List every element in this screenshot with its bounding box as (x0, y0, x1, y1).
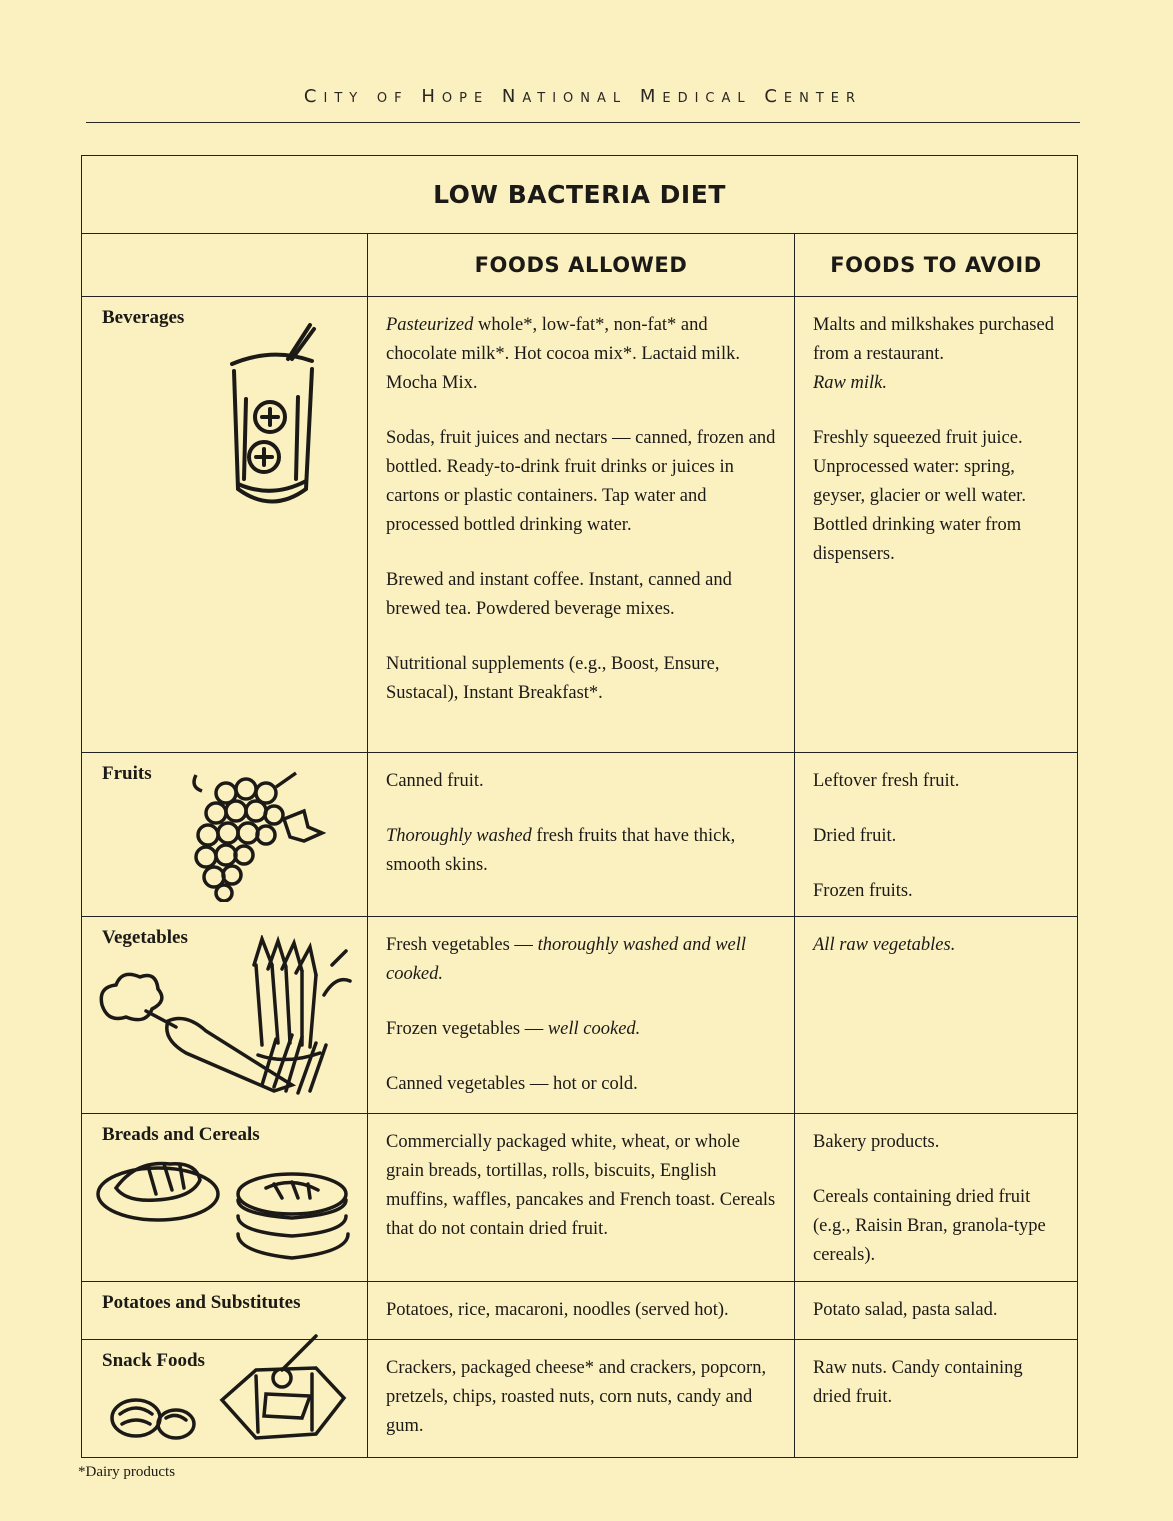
allowed-item: Crackers, packaged cheese* and crackers, popcorn, pretzels, chips, roasted nuts, corn nuts, candy and gum. (386, 1358, 767, 1436)
avoid-cell (795, 1340, 1078, 1458)
diet-table (81, 155, 1078, 1458)
bread-pancakes-icon (96, 1154, 356, 1272)
allowed-cell (368, 753, 795, 917)
allowed-item: Canned fruit. (386, 771, 484, 791)
table-row (82, 1114, 1078, 1282)
allowed-text: Frozen vegetables — (386, 1019, 548, 1039)
avoid-text: Malts and milkshakes purchased from a restaurant. (813, 315, 1054, 364)
avoid-emphasis: All raw vegetables. (813, 935, 956, 955)
allowed-emphasis: Thoroughly washed (386, 826, 532, 846)
header-divider (86, 122, 1080, 123)
avoid-item: Bakery products. (813, 1132, 940, 1152)
footnote: *Dairy products (78, 1464, 176, 1480)
avoid-cell (795, 917, 1078, 1114)
snack-foods-icon (106, 1334, 356, 1450)
allowed-emphasis: well cooked. (547, 1019, 641, 1039)
allowed-item: Nutritional supplements (e.g., Boost, Ensure, Sustacal), Instant Breakfast*. (386, 654, 720, 703)
page-header: City of Hope National Medical Center (303, 86, 863, 107)
category-breads-cereals: Breads and Cereals (102, 1124, 260, 1145)
allowed-item (386, 931, 776, 989)
grapes-icon (186, 767, 326, 902)
category-fruits: Fruits (102, 763, 152, 784)
category-potatoes: Potatoes and Substitutes (102, 1292, 301, 1313)
column-header-allowed: FOODS ALLOWED (368, 234, 795, 297)
blank-header-cell (82, 234, 368, 297)
avoid-item (813, 311, 1059, 398)
allowed-item: Brewed and instant coffee. Instant, canned and brewed tea. Powdered beverage mixes. (386, 570, 732, 619)
allowed-item (386, 311, 776, 398)
avoid-item: Leftover fresh fruit. (813, 771, 960, 791)
table-row (82, 1340, 1078, 1458)
category-vegetables: Vegetables (102, 927, 188, 948)
avoid-cell (795, 753, 1078, 917)
allowed-item: Sodas, fruit juices and nectars — canned, frozen and bottled. Ready-to-drink fruit drinks or juices in cartons or plastic containers. Tap water and processed bottled drinking water. (386, 428, 776, 535)
allowed-text: Fresh vegetables — (386, 935, 538, 955)
avoid-cell (795, 1282, 1078, 1340)
table-title: LOW BACTERIA DIET (82, 156, 1078, 234)
avoid-cell (795, 1114, 1078, 1282)
table-row (82, 753, 1078, 917)
allowed-item: Commercially packaged white, wheat, or whole grain breads, tortillas, rolls, biscuits, English muffins, waffles, pancakes and French toast. Cereals that do not contain dried fruit. (386, 1132, 776, 1239)
vegetables-icon (96, 935, 356, 1107)
allowed-cell (368, 1114, 795, 1282)
allowed-cell (368, 297, 795, 753)
category-beverages: Beverages (102, 307, 185, 328)
category-cell (82, 1114, 368, 1282)
allowed-emphasis: thoroughly washed and well cooked. (386, 935, 747, 984)
allowed-item (386, 822, 776, 880)
beverage-glass-icon (222, 319, 322, 514)
avoid-item: Frozen fruits. (813, 881, 913, 901)
category-cell (82, 753, 368, 917)
avoid-cell (795, 297, 1078, 753)
category-cell (82, 917, 368, 1114)
category-snack-foods: Snack Foods (102, 1350, 205, 1371)
avoid-item: Dried fruit. (813, 826, 897, 846)
avoid-emphasis: Raw milk. (813, 373, 887, 393)
table-row (82, 297, 1078, 753)
allowed-item: Potatoes, rice, macaroni, noodles (served hot). (386, 1300, 729, 1320)
allowed-cell (368, 1282, 795, 1340)
allowed-text: fresh fruits that have thick, smooth skins. (386, 826, 736, 875)
allowed-cell (368, 917, 795, 1114)
allowed-emphasis: Pasteurized (386, 315, 474, 335)
avoid-item: Raw nuts. Candy containing dried fruit. (813, 1358, 1023, 1407)
allowed-item (386, 1015, 776, 1044)
allowed-cell (368, 1340, 795, 1458)
category-cell (82, 297, 368, 753)
allowed-item: Canned vegetables — hot or cold. (386, 1074, 638, 1094)
avoid-item: Cereals containing dried fruit (e.g., Raisin Bran, granola-type cereals). (813, 1187, 1046, 1265)
avoid-item: Freshly squeezed fruit juice. Unprocessed water: spring, geyser, glacier or well water. Bottled drinking water from dispensers. (813, 428, 1026, 564)
column-header-avoid: FOODS TO AVOID (795, 234, 1078, 297)
avoid-item: Potato salad, pasta salad. (813, 1300, 998, 1320)
category-cell (82, 1282, 368, 1340)
category-cell (82, 1340, 368, 1458)
allowed-text: whole*, low-fat*, non-fat* and chocolate milk*. Hot cocoa mix*. Lactaid milk. Mocha Mix. (386, 315, 740, 393)
avoid-item (813, 931, 1059, 960)
table-row (82, 917, 1078, 1114)
table-row (82, 1282, 1078, 1340)
